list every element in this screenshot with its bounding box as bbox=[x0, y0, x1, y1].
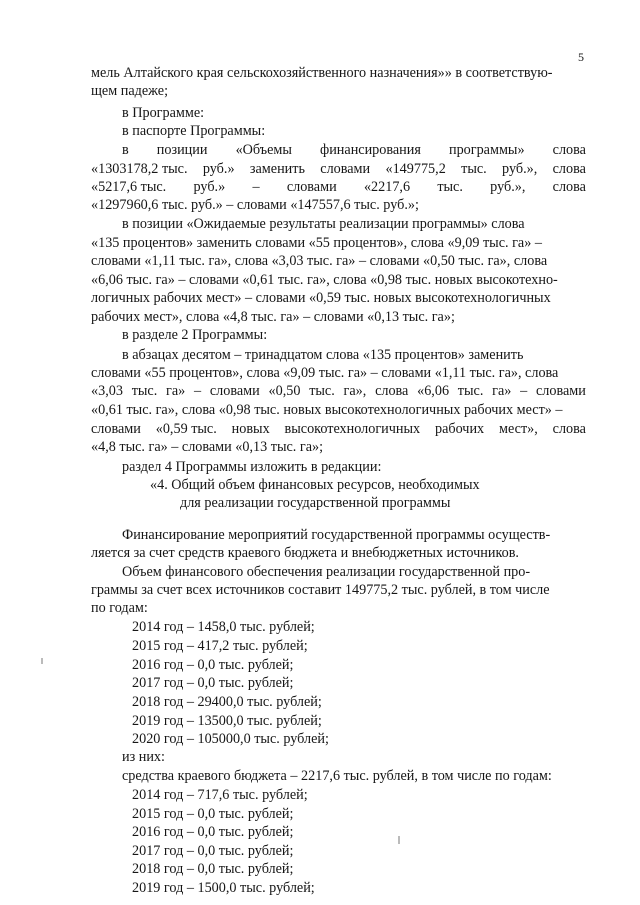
text-line: 2015 год – 417,2 тыс. рублей; bbox=[132, 638, 308, 654]
text-line: 2015 год – 0,0 тыс. рублей; bbox=[132, 806, 294, 822]
word: финансирования bbox=[320, 142, 421, 158]
word: руб.», bbox=[502, 161, 538, 177]
word: «1303178,2 тыс. bbox=[91, 161, 188, 177]
word: словами bbox=[91, 421, 141, 437]
text-line: «4. Общий объем финансовых ресурсов, необходимых bbox=[150, 477, 480, 493]
text-line: «0,61 тыс. га», слова «0,98 тыс. новых высокотехнологичных рабочих мест» – bbox=[91, 402, 563, 418]
word: рабочих bbox=[434, 421, 485, 437]
word: га» bbox=[492, 383, 512, 399]
word: словами bbox=[286, 179, 337, 195]
text-line: 2019 год – 1500,0 тыс. рублей; bbox=[132, 880, 315, 896]
word: новых bbox=[231, 421, 270, 437]
text-line: в позиции «Ожидаемые результаты реализации программы» слова bbox=[122, 216, 525, 232]
word: словами bbox=[209, 383, 260, 399]
word: «0,50 bbox=[268, 383, 301, 399]
text-line: для реализации государственной программы bbox=[180, 495, 451, 511]
text-line bbox=[91, 383, 586, 400]
text-line: «135 процентов» заменить словами «55 процентов», слова «9,09 тыс. га» – bbox=[91, 235, 542, 251]
text-line: 2017 год – 0,0 тыс. рублей; bbox=[132, 843, 294, 859]
text-line: по годам: bbox=[91, 600, 148, 616]
text-line: граммы за счет всех источников составит 149775,2 тыс. рублей, в том числе bbox=[91, 582, 550, 598]
text-line: 2016 год – 0,0 тыс. рублей; bbox=[132, 657, 294, 673]
text-line: 2019 год – 13500,0 тыс. рублей; bbox=[132, 713, 322, 729]
text-line: словами «55 процентов», слова «9,09 тыс. га» – словами «1,11 тыс. га», слова bbox=[91, 365, 559, 381]
text-line: щем падеже; bbox=[91, 83, 169, 99]
text-line: Объем финансового обеспечения реализации государственной про- bbox=[122, 564, 531, 580]
text-line: в разделе 2 Программы: bbox=[122, 327, 268, 343]
word: слова bbox=[552, 179, 586, 195]
word: «5217,6 тыс. bbox=[91, 179, 167, 195]
text-line: 2014 год – 717,6 тыс. рублей; bbox=[132, 787, 308, 803]
text-line: рабочих мест», слова «4,8 тыс. га» – словами «0,13 тыс. га»; bbox=[91, 309, 455, 325]
text-line: в паспорте Программы: bbox=[122, 123, 266, 139]
text-line: «4,8 тыс. га» – словами «0,13 тыс. га»; bbox=[91, 439, 324, 455]
text-line: Финансирование мероприятий государственной программы осуществ- bbox=[122, 527, 551, 543]
text-line: 2016 год – 0,0 тыс. рублей; bbox=[132, 824, 294, 840]
text-line bbox=[91, 161, 586, 178]
word: программы» bbox=[448, 142, 525, 158]
word: «6,06 bbox=[417, 383, 450, 399]
word: тыс. bbox=[437, 179, 463, 195]
word: га», bbox=[343, 383, 367, 399]
word: «2217,6 bbox=[363, 179, 411, 195]
word: заменить bbox=[249, 161, 305, 177]
text-line: мель Алтайского края сельскохозяйственного назначения»» в соответствую- bbox=[91, 65, 553, 81]
text-line: в Программе: bbox=[122, 105, 205, 121]
text-line: «6,06 тыс. га» – словами «0,61 тыс. га», слова «0,98 тыс. новых высокотехно- bbox=[91, 272, 558, 288]
word: в bbox=[122, 142, 129, 158]
text-line: средства краевого бюджета – 2217,6 тыс. рублей, в том числе по годам: bbox=[122, 768, 552, 784]
scan-speck bbox=[398, 836, 400, 844]
text-line: раздел 4 Программы изложить в редакции: bbox=[122, 459, 382, 475]
text-line bbox=[91, 421, 586, 438]
word: тыс. bbox=[131, 383, 158, 399]
word: тыс. bbox=[461, 161, 487, 177]
word: тыс. bbox=[309, 383, 335, 399]
word: позиции bbox=[156, 142, 208, 158]
text-line: ляется за счет средств краевого бюджета и внебюджетных источников. bbox=[91, 545, 519, 561]
word: руб.» bbox=[202, 161, 235, 177]
word: слова bbox=[552, 421, 586, 437]
scan-speck bbox=[41, 658, 43, 664]
word: «Объемы bbox=[235, 142, 292, 158]
text-line: 2018 год – 29400,0 тыс. рублей; bbox=[132, 694, 322, 710]
text-line: логичных рабочих мест» – словами «0,59 тыс. новых высокотехнологичных bbox=[91, 290, 551, 306]
text-line: 2018 год – 0,0 тыс. рублей; bbox=[132, 861, 294, 877]
word: – bbox=[520, 383, 528, 399]
word: слова bbox=[552, 142, 586, 158]
word: слова bbox=[375, 383, 409, 399]
word: га» bbox=[166, 383, 186, 399]
word: «0,59 тыс. bbox=[155, 421, 217, 437]
word: – bbox=[194, 383, 202, 399]
word: руб.», bbox=[490, 179, 526, 195]
text-line: из них: bbox=[122, 749, 165, 765]
text-line bbox=[122, 142, 586, 159]
word: «149775,2 bbox=[385, 161, 446, 177]
text-line: в абзацах десятом – тринадцатом слова «135 процентов» заменить bbox=[122, 347, 524, 363]
page-number: 5 bbox=[578, 50, 584, 64]
text-line: «1297960,6 тыс. руб.» – словами «147557,6 тыс. руб.»; bbox=[91, 197, 419, 213]
word: словами bbox=[535, 383, 586, 399]
text-line bbox=[91, 179, 586, 196]
word: руб.» bbox=[193, 179, 226, 195]
word: тыс. bbox=[457, 383, 484, 399]
word: высокотехнологичных bbox=[284, 421, 421, 437]
word: словами bbox=[320, 161, 371, 177]
text-line: словами «1,11 тыс. га», слова «3,03 тыс. га» – словами «0,50 тыс. га», слова bbox=[91, 253, 548, 269]
word: «3,03 bbox=[91, 383, 123, 399]
word: – bbox=[252, 179, 260, 195]
text-line: 2020 год – 105000,0 тыс. рублей; bbox=[132, 731, 329, 747]
text-line: 2014 год – 1458,0 тыс. рублей; bbox=[132, 619, 315, 635]
text-line: 2017 год – 0,0 тыс. рублей; bbox=[132, 675, 294, 691]
word: слова bbox=[552, 161, 586, 177]
word: мест», bbox=[499, 421, 538, 437]
